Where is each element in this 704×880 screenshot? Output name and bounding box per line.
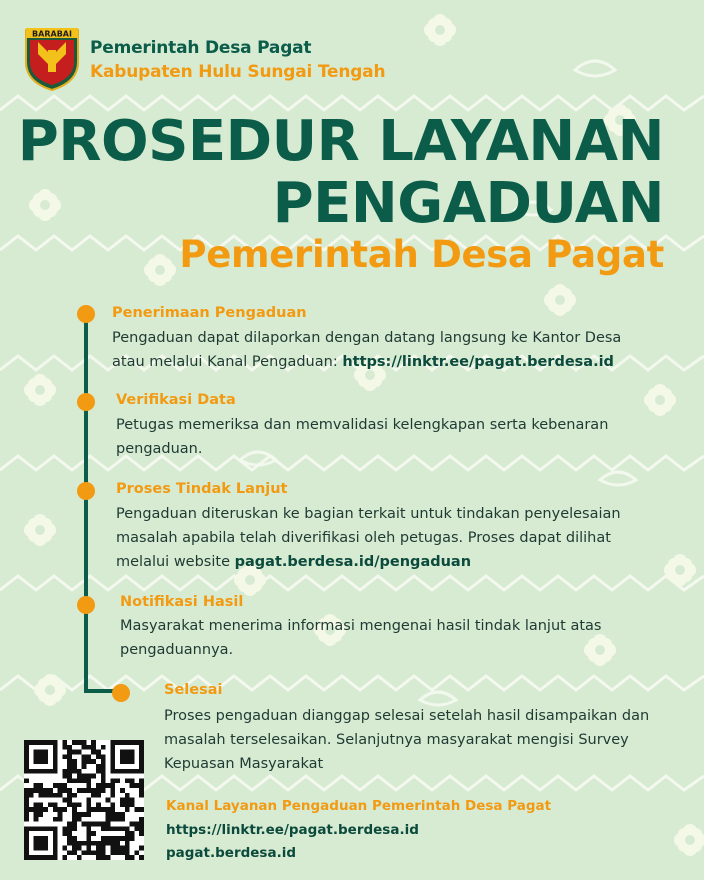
step-desc-line: masalah apabila telah diverifikasi oleh petugas. Proses dapat dilihat xyxy=(116,530,611,546)
step-title: Verifikasi Data xyxy=(116,392,236,408)
kanal-title: Kanal Layanan Pengaduan Pemerintah Desa Pagat xyxy=(166,798,552,814)
step-title: Proses Tindak Lanjut xyxy=(116,481,288,497)
step-desc-line: Pengaduan diteruskan ke bagian terkait untuk tindakan penyelesaian xyxy=(116,506,621,522)
timeline-dot xyxy=(77,393,95,411)
timeline-dot xyxy=(77,596,95,614)
step-desc-line: Pengaduan dapat dilaporkan dengan datang langsung ke Kantor Desa xyxy=(112,330,622,346)
website-link[interactable]: pagat.berdesa.id/pengaduan xyxy=(234,554,472,570)
step-desc-line: Masyarakat menerima informasi mengenai hasil tindak lanjut atas xyxy=(120,618,602,634)
step-desc-line: masalah terselesaikan. Selanjutnya masyarakat mengisi Survey xyxy=(164,732,629,748)
main-title-line2: PENGADUAN xyxy=(272,171,664,236)
step-description xyxy=(164,704,649,776)
step-desc-line: Petugas memeriksa dan memvalidasi kelengkapan serta kebenaran xyxy=(116,417,609,433)
timeline-dot xyxy=(77,305,95,323)
timeline-dot xyxy=(112,684,130,702)
org-subtitle: Kabupaten Hulu Sungai Tengah xyxy=(90,62,386,82)
step-desc-line: pengaduannya. xyxy=(120,642,234,658)
kanal-link-1[interactable]: https://linktr.ee/pagat.berdesa.id xyxy=(166,822,419,838)
kanal-link-2[interactable]: pagat.berdesa.id xyxy=(166,845,296,861)
step-desc-line: melalui website xyxy=(116,554,235,570)
step-title: Selesai xyxy=(164,682,223,698)
step-description xyxy=(120,614,601,662)
step-title: Penerimaan Pengaduan xyxy=(112,305,307,321)
qr-code[interactable] xyxy=(24,740,144,860)
step-desc-line: Proses pengaduan dianggap selesai setelah hasil disampaikan dan xyxy=(164,708,650,724)
org-name: Pemerintah Desa Pagat xyxy=(90,38,312,58)
step-description xyxy=(112,326,621,374)
main-subtitle: Pemerintah Desa Pagat xyxy=(179,233,664,276)
step-desc-line: Kepuasan Masyarakat xyxy=(164,756,324,772)
barabai-emblem-logo xyxy=(22,22,82,92)
step-desc-line: pengaduan. xyxy=(116,441,203,457)
step-description xyxy=(116,413,608,461)
step-description xyxy=(116,502,621,574)
main-title-line1: PROSEDUR LAYANAN xyxy=(17,109,664,174)
step-title: Notifikasi Hasil xyxy=(120,594,244,610)
emblem-text: BARABAI xyxy=(32,29,72,39)
step-desc-line: atau melalui Kanal Pengaduan: xyxy=(112,354,343,370)
timeline-vertical-line xyxy=(84,314,88,692)
timeline-dot xyxy=(77,482,95,500)
linktree-link[interactable]: https://linktr.ee/pagat.berdesa.id xyxy=(342,354,614,370)
